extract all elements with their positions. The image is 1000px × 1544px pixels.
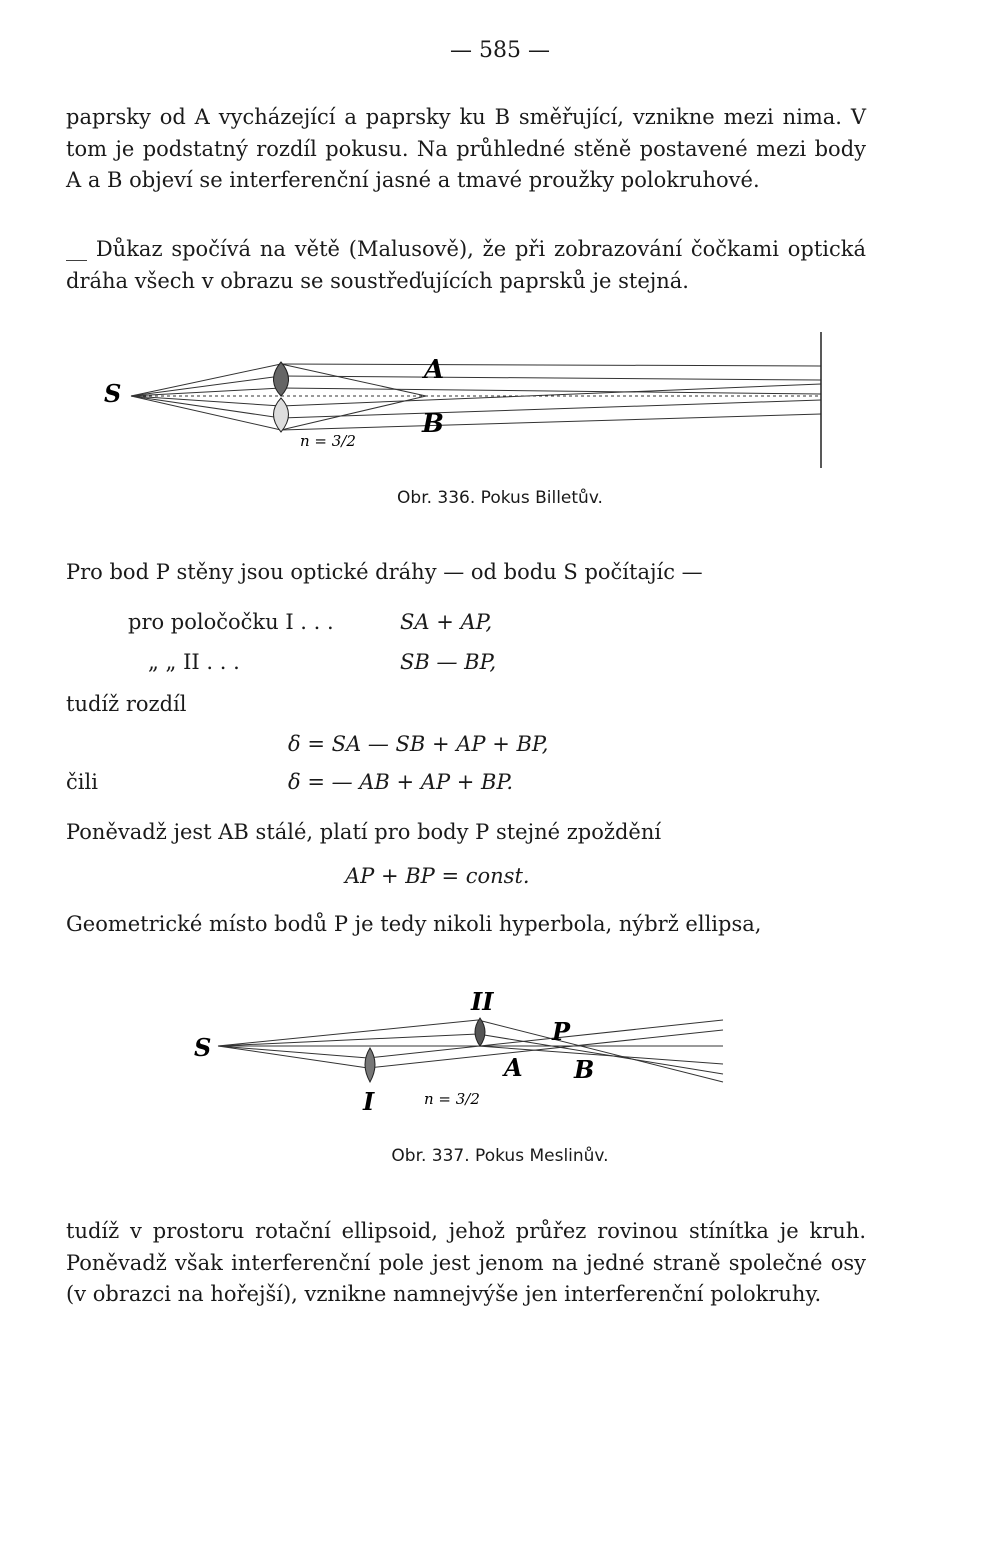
fig337-label-b: B: [574, 1055, 595, 1084]
fig337-half-lens-ii: [475, 1018, 485, 1046]
fig337-label-ii: II: [471, 987, 494, 1016]
paragraph-conclusion: tudíž v prostoru rotační ellipsoid, jehož průřez rovinou stínítka je kruh. Poněvadž však interferenční pole jest jenom na jedné straně společné osy (v obrazci na hořejší), vznikne namnejvýše jen interferenční polokruhy.: [66, 1219, 866, 1306]
figure-336: [96, 328, 836, 476]
fig336-label-a: A: [424, 355, 445, 385]
fig337-label-n: n = 3/2: [424, 1090, 480, 1108]
eq2-label: „ „ II . . .: [148, 650, 240, 674]
fig336-rays: [131, 364, 821, 430]
fig337-rays: [218, 1020, 723, 1082]
fig336-half-lens-lower: [274, 398, 289, 432]
eq2-math: SB — BP,: [400, 650, 497, 674]
caption-fig337: Obr. 337. Pokus Meslinův.: [391, 1146, 609, 1166]
eq3: δ = SA — SB + AP + BP,: [288, 732, 549, 756]
paragraph-malus: __ Důkaz spočívá na větě (Malusově), že při zobrazování čočkami optická dráha všech v obrazu se soustřeďujících paprsků je stejná.: [66, 237, 866, 293]
fig337-label-a: A: [504, 1053, 523, 1082]
fig336-half-lens-upper: [274, 362, 289, 396]
page-number: — 585 —: [450, 38, 550, 63]
eq1-label: pro poločočku I . . .: [128, 610, 334, 634]
line-pro-bod: Pro bod P stěny jsou optické dráhy — od bodu S počítajíc —: [66, 560, 703, 584]
fig337-label-p: P: [552, 1017, 571, 1046]
paragraph-intro: paprsky od A vycházející a paprsky ku B směřující, vznikne mezi nima. V tom je podstatný rozdíl pokusu. Na průhledné stěně postavené mezi body A a B objeví se interferenční jasné a tmavé proužky polokruhové.: [66, 105, 866, 192]
eq1-math: SA + AP,: [400, 610, 493, 634]
figure-337: [188, 984, 738, 1119]
fig337-half-lens-i: [365, 1048, 375, 1082]
line-cili: čili: [66, 770, 98, 794]
fig336-label-n: n = 3/2: [300, 432, 356, 450]
line-tudiz: tudíž rozdíl: [66, 692, 187, 716]
fig337-label-s: S: [194, 1033, 212, 1062]
fig337-label-i: I: [363, 1087, 375, 1116]
line-ponevadz: Poněvadž jest AB stálé, platí pro body P stejné zpoždění: [66, 820, 662, 844]
eq4: δ = — AB + AP + BP.: [288, 770, 514, 794]
fig336-label-b: B: [422, 409, 444, 439]
fig336-label-s: S: [104, 379, 122, 408]
eq5: AP + BP = const.: [345, 864, 530, 888]
caption-fig336: Obr. 336. Pokus Billetův.: [397, 488, 603, 508]
line-geometricke: Geometrické místo bodů P je tedy nikoli hyperbola, nýbrž ellipsa,: [66, 912, 762, 936]
